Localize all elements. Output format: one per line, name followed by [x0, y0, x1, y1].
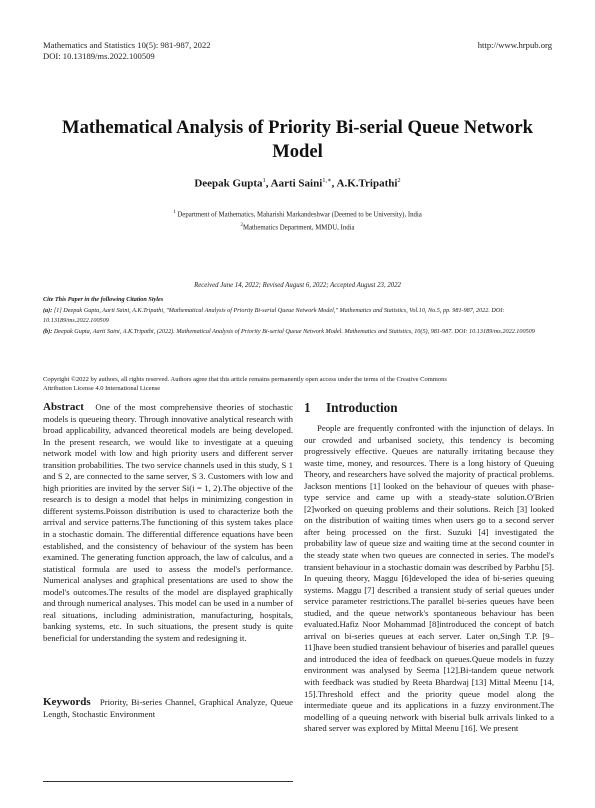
citation-style-b — [43, 327, 555, 338]
introduction-heading — [304, 400, 398, 416]
author-name: Deepak Gupta — [194, 177, 263, 190]
citation-label: (a): — [43, 306, 53, 314]
abstract-heading: Abstract — [43, 401, 84, 413]
received-dates: Received June 14, 2022; Revised August 6, 2022; Accepted August 23, 2022 — [194, 282, 401, 289]
affiliation — [40, 221, 555, 232]
author-affiliation-mark: 1,∗ — [322, 177, 332, 184]
affiliation-text: Mathematics Department, MMDU, India — [242, 224, 355, 232]
keywords-section — [43, 697, 293, 720]
affiliation-text: Department of Mathematics, Maharishi Markandeshwar (Deemed to be University), India — [177, 211, 422, 219]
section-title: Introduction — [326, 400, 398, 415]
citation-text: [1] Deepak Gupta, Aarti Saini, A.K.Tripathi, "Mathematical Analysis of Priority Bi-serial Queue Network Model," Mathematics and Statistics, Vol.10, No.5, pp. 981-987, 2022. DOI: 10.13189/ms.2022.100509 — [43, 306, 505, 324]
footnote-divider — [43, 781, 293, 782]
keywords-text: Priority, Bi-series Channel, Graphical Analyze, Queue Length, Stochastic Environment — [43, 697, 294, 719]
affiliation-mark: 2 — [240, 223, 243, 228]
doi-text: DOI: 10.13189/ms.2022.100509 — [43, 51, 155, 61]
abstract-text: One of the most comprehensive theories of stochastic models is queueing theory. Through innovative analytical research with broad applicability, advanced theoretical models are being developed. In the present research, we would like to investigate at a queuing network model with low and high priority users and different server transition probabilities. The two service channels used in this study, S 1 and S 2, are connected to the same server, S 3. Customers with low and high priorities are invited by the server Si(i = 1, 2).The objective of the research is to design a model that helps in minimizing congestion in different systems.Poisson distribution is used to characterize both the arrival and service patterns.The functioning of this system takes place in a stochastic domain. The differential difference equations have been established, and the consistency of behaviour of the system has been examined. The generating function approach, the law of calculus, and a statistical formula are used to assess the model's performance. Numerical analyses and graphical presentations are used to show the model's outcomes.The results of the model are displayed graphically and through numerical analyses. This model can be used in a number of real situations, including administration, manufacturing, hospitals, banking systems, etc. In such situations, the present study is quite beneficial for understanding the system and redesigning it. — [43, 402, 293, 643]
author-affiliation-mark: 1 — [262, 177, 266, 184]
introduction-text: People are frequently confronted with the injunction of delays. In our crowded and urbanised society, this tendency is becoming progressively effective. Queues are naturally irritating because they waste time, money, and resources. There is a long history of Queuing Theory, and researchers have solved the majority of practical problems. Jackson mentions [1] looked on the behaviour of queues with phase-type service and came up with a steady-state solution.O'Brien [2]worked on queuing problems and their solutions. Reich [3] looked on the distribution of waiting times when users go to a second server after being processed on the first. Suzuki [4] investigated the probability law of queue size and waiting time at the second counter in the steady state when two queues are connected in series. The model's transient behaviour in a stochastic domain was described by Parbhu [5]. In queuing theory, Maggu [6]developed the idea of bi-series queuing systems. Maggu [7] described a transient study of serial queues under service parameter restrictions.The parallel bi-series queues have been studied, and the queue network's spontaneous behaviour has been evaluated.Hafiz Noor Mohammad [8]introduced the concept of batch arrival on bi-series queues at each server. Later on,Singh T.P. [9–11]have been studied transient behaviour of biseries and parallel queues and introduced the idea of feedback on queues.Queue models in fuzzy environment was analysed by Seema [12].Bi-tandem queue network with feedback was studied by Reeta Bhardwaj [13] Mittal Meenu [14, 15].Threshold effect and the priority queue model along the intermediate queue and its applications in a fuzzy environment.The modelling of a queuing network with biserial bulk arrivals linked to a shared server was explored by Mittal Meenu [16]. We present — [304, 423, 554, 734]
abstract-section — [43, 402, 293, 644]
journal-url[interactable]: http://www.hrpub.org — [477, 40, 552, 50]
citation-label: (b): — [43, 327, 53, 335]
citation-styles — [43, 295, 555, 337]
affiliation — [40, 208, 555, 219]
journal-citation: Mathematics and Statistics 10(5): 981-987, 2022 — [43, 40, 211, 50]
keywords-heading: Keywords — [43, 696, 91, 708]
citation-text: Deepak Gupta, Aarti Saini, A.K.Tripathi, (2022). Mathematical Analysis of Priority Bi-serial Queue Network Model. Mathematics and Statistics, 10(5), 981-987. DOI: 10.13189/ms.2022.100509 — [53, 327, 535, 335]
author-list: Deepak Gupta$^1$, Aarti Saini$^{1,∗}$, A.K.Tripathi$^2$ — [194, 177, 401, 190]
author-name: A.K.Tripathi — [336, 177, 398, 190]
section-number: 1 — [304, 400, 311, 415]
author-affiliation-mark: 2 — [397, 177, 401, 184]
copyright-notice: Copyright ©2022 by authors, all rights reserved. Authors agree that this article remains permanently open access under the terms of the Creative Commons Attribution License 4.0 International License — [43, 376, 447, 393]
author-name: Aarti Saini — [270, 177, 323, 190]
citation-style-a — [43, 306, 555, 327]
citation-heading: Cite This Paper in the following Citation Styles — [43, 296, 164, 303]
paper-title: Mathematical Analysis of Priority Bi-serial Queue Network Model — [62, 117, 533, 162]
affiliation-mark: 1 — [173, 210, 176, 215]
journal-header — [43, 40, 211, 62]
